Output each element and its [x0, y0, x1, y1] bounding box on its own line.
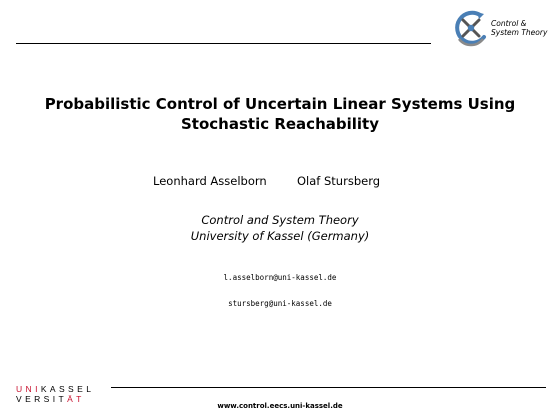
title-line1: Probabilistic Control of Uncertain Linear Systems Using — [44, 95, 516, 113]
logo-red-text: ÄT — [67, 394, 85, 404]
footer-rule — [111, 387, 546, 388]
affiliation-line2: University of Kassel (Germany) — [190, 229, 370, 243]
logo-red-text: UNI — [16, 384, 41, 394]
title-line2: Stochastic Reachability — [181, 115, 379, 133]
header-rule — [16, 43, 431, 44]
university-logo-row1 — [16, 384, 94, 394]
author-name: Leonhard Asselborn — [153, 174, 267, 188]
logo-text — [491, 19, 547, 37]
footer-url: www.control.eecs.uni-kassel.de — [217, 402, 343, 410]
logo-text-line2: System Theory — [491, 28, 548, 37]
logo-text-line1: Control & — [491, 19, 527, 28]
logo-black-text: VERSIT — [16, 394, 68, 404]
author-name: Olaf Stursberg — [297, 174, 381, 188]
logo-black-text: KASSEL — [40, 384, 95, 394]
author-email: l.asselborn@uni-kassel.de — [223, 273, 337, 282]
university-logo — [16, 384, 94, 404]
control-system-theory-logo-icon — [450, 8, 492, 50]
header-logo — [450, 8, 550, 52]
page-title — [0, 94, 560, 134]
author-email: stursberg@uni-kassel.de — [228, 299, 332, 308]
affiliation-line1: Control and System Theory — [201, 213, 359, 227]
